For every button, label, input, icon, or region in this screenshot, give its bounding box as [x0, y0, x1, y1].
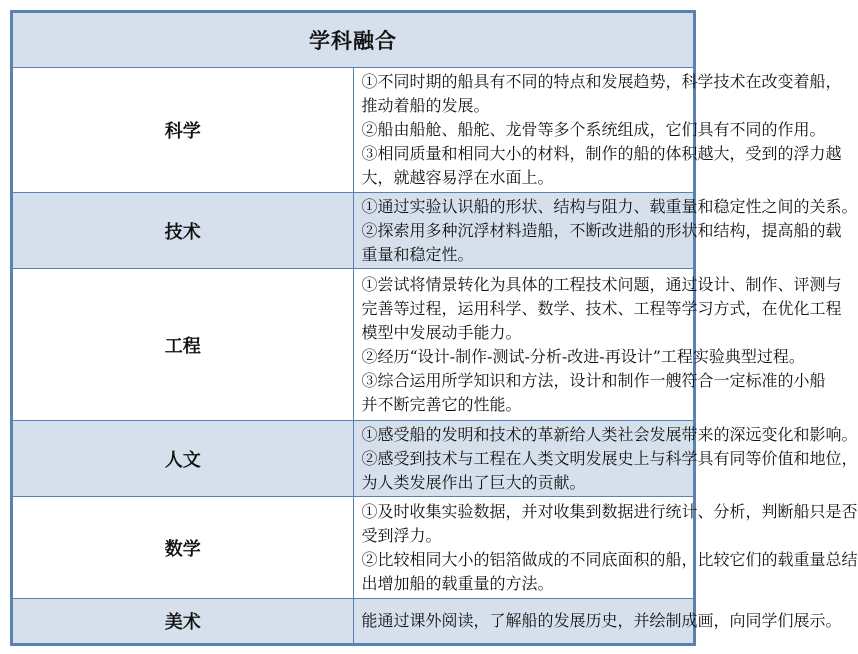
content-line: ③相同质量和相同大小的材料，制作的船的体积越大，受到的浮力越	[361, 144, 842, 163]
content-line: ①感受船的发明和技术的革新给人类社会发展带来的深远变化和影响。	[361, 424, 858, 444]
subject-label-engineering: 工程	[13, 269, 354, 421]
content-technology	[353, 193, 858, 269]
table-title: 学科融合	[13, 13, 694, 68]
row-science	[13, 68, 694, 193]
subject-label-technology: 技术	[13, 193, 354, 269]
content-line: 重量和稳定性。	[361, 244, 474, 264]
content-art	[353, 599, 842, 644]
row-art	[13, 599, 694, 644]
content-line: 受到浮力。	[361, 525, 442, 545]
subject-integration-table	[10, 10, 858, 646]
content-line: 能通过课外阅读，了解船的发展历史，并绘制成画，向同学们展示。	[361, 611, 842, 630]
table	[12, 12, 858, 644]
row-technology	[13, 193, 694, 269]
title-row	[13, 13, 694, 68]
content-line: 为人类发展作出了巨大的贡献。	[361, 472, 586, 492]
content-engineering	[353, 269, 842, 421]
content-line: 并不断完善它的性能。	[361, 394, 522, 414]
content-line: 模型中发展动手能力。	[361, 322, 522, 342]
subject-label-science: 科学	[13, 68, 354, 193]
content-science	[353, 68, 842, 193]
subject-label-art: 美术	[13, 599, 354, 644]
subject-label-mathematics: 数学	[13, 497, 354, 599]
content-line: ①尝试将情景转化为具体的工程技术问题，通过设计、制作、评测与	[361, 274, 842, 294]
content-line: ①及时收集实验数据，并对收集到数据进行统计、分析，判断船只是否	[361, 501, 858, 521]
content-line: ②探索用多种沉浮材料造船，不断改进船的形状和结构，提高船的载	[361, 220, 842, 240]
content-mathematics	[353, 497, 858, 599]
content-line: ①通过实验认识船的形状、结构与阻力、载重量和稳定性之间的关系。	[361, 196, 858, 216]
content-line: ②感受到技术与工程在人类文明发展史上与科学具有同等价值和地位，	[361, 448, 858, 468]
content-line: ③综合运用所学知识和方法，设计和制作一艘符合一定标准的小船	[361, 370, 826, 390]
content-line: ②比较相同大小的铝箔做成的不同底面积的船，比较它们的载重量总结	[361, 549, 858, 569]
row-mathematics	[13, 497, 694, 599]
content-line: ②船由船舱、船舵、龙骨等多个系统组成，它们具有不同的作用。	[361, 120, 826, 139]
content-line: ②经历“设计-制作-测试-分析-改进-再设计”工程实验典型过程。	[361, 346, 805, 366]
content-humanities	[353, 421, 858, 497]
content-line: ①不同时期的船具有不同的特点和发展趋势，科学技术在改变着船，	[361, 72, 842, 91]
row-engineering	[13, 269, 694, 421]
subject-label-humanities: 人文	[13, 421, 354, 497]
content-line: 出增加船的载重量的方法。	[361, 573, 554, 593]
content-line: 推动着船的发展。	[361, 96, 490, 115]
row-humanities	[13, 421, 694, 497]
content-line: 大，就越容易浮在水面上。	[361, 168, 554, 187]
content-line: 完善等过程，运用科学、数学、技术、工程等学习方式，在优化工程	[361, 298, 842, 318]
